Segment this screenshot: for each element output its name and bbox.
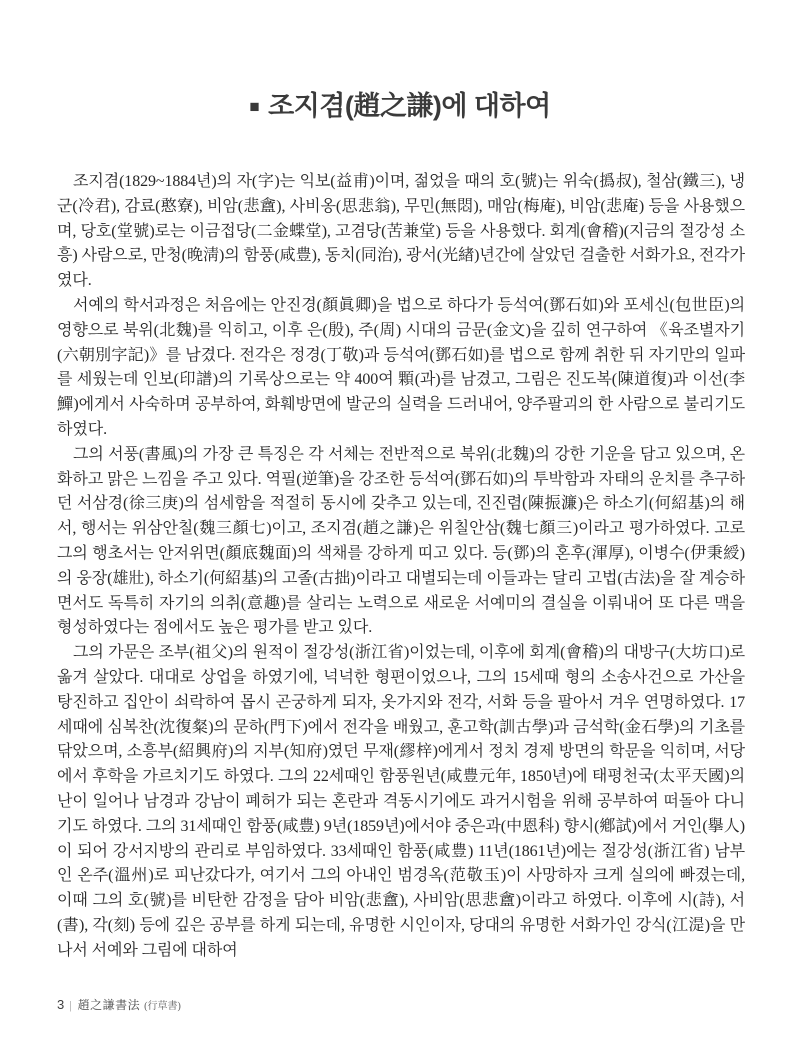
page-footer	[57, 997, 181, 1015]
article-body	[57, 170, 745, 964]
paragraph: 서예의 학서과정은 처음에는 안진경(顏眞卿)을 법으로 하다가 등석여(鄧石如)와 포세신(包世臣)의 영향으로 북위(北魏)를 익히고, 이후 은(殷), 주(周) 시대의 금문(金文)을 깊히 연구하여 《육조별자기(六朝別字記)》를 남겼다. 전각은 정경(丁敬)과 등석여(鄧石如)를 법으로 함께 취한 뒤 자기만의 일파를 세웠는데 인보(印譜)의 기록상으로는 약 400여 顆(과)를 남겼고, 그림은 진도복(陳道復)과 이선(李鱓)에게서 사숙하며 공부하여, 화훼방면에 발군의 실력을 드러내어, 양주팔괴의 한 사람으로 불리기도 하였다.	[57, 296, 745, 438]
square-bullet-icon: ■	[249, 97, 260, 116]
paragraph: 조지겸(1829~1884년)의 자(字)는 익보(益甫)이며, 젊었을 때의 호(號)는 위숙(撝叔), 철삼(鐵三), 냉군(冷君), 감료(憨寮), 비암(悲盦), 사비옹(思悲翁), 무민(無悶), 매암(梅庵), 비암(悲庵) 등을 사용했으며, 당호(堂號)로는 이금접당(二金蝶堂), 고겸당(苦兼堂) 등을 사용했다. 회계(會稽)(지금의 절강성 소흥) 사람으로, 만청(晚淸)의 함풍(咸豊), 동치(同治), 광서(光緖)년간에 살았던 걸출한 서화가요, 전각가였다.	[57, 173, 745, 290]
page-title	[0, 90, 800, 123]
page-title-text: 조지겸(趙之謙)에 대하여	[268, 91, 551, 121]
footer-volume-label: (行草書)	[144, 1001, 181, 1012]
footer-book-title: 趙之謙書法	[77, 998, 141, 1012]
footer-page-number: 3	[57, 997, 65, 1012]
paragraph: 그의 가문은 조부(祖父)의 원적이 절강성(浙江省)이었는데, 이후에 회계(會稽)의 대방구(大坊口)로 옮겨 살았다. 대대로 상업을 하였기에, 넉넉한 형편이었으나, 그의 15세때 형의 소송사건으로 가산을 탕진하고 집안이 쇠락하여 몹시 곤궁하게 되자, 옷가지와 전각, 서화 등을 팔아서 겨우 연명하였다. 17세때에 심복찬(沈復粲)의 문하(門下)에서 전각을 배웠고, 훈고학(訓古學)과 금석학(金石學)의 기초를 닦았으며, 소흥부(紹興府)의 지부(知府)였던 무재(繆梓)에게서 정치 경제 방면의 학문을 익히며, 서당에서 후학을 가르치기도 하였다. 그의 22세때인 함풍원년(咸豊元年, 1850년)에 태평천국(太平天國)의 난이 일어나 남경과 강남이 폐허가 되는 혼란과 격동시기에도 과거시험을 위해 공부하여 떠돌아 다니기도 하였다. 그의 31세때인 함풍(咸豊) 9년(1859년)에서야 중은과(中恩科) 향시(鄕試)에서 거인(擧人)이 되어 강서지방의 관리로 부임하였다. 33세때인 함풍(咸豊) 11년(1861년)에는 절강성(浙江省) 남부인 온주(溫州)로 피난갔다가, 여기서 그의 아내인 범경옥(范敬玉)이 사망하자 크게 실의에 빠졌는데, 이때 그의 호(號)를 비탄한 감정을 담아 비암(悲盦), 사비암(思悲盦)이라고 하였다. 이후에 시(詩), 서(書), 각(刻) 등에 깊은 공부를 하게 되는데, 유명한 시인이자, 당대의 유명한 서화가인 강식(江湜)을 만나서 서예와 그림에 대하여	[57, 644, 745, 959]
paragraph: 그의 서풍(書風)의 가장 큰 특징은 각 서체는 전반적으로 북위(北魏)의 강한 기운을 담고 있으며, 온화하고 맑은 느낌을 주고 있다. 역필(逆筆)을 강조한 등석여(鄧石如)의 투박함과 자태의 운치를 추구하던 서삼경(徐三庚)의 섬세함을 적절히 동시에 갖추고 있는데, 진진렴(陳振濂)은 하소기(何紹基)의 해서, 행서는 위삼안칠(魏三顏七)이고, 조지겸(趙之謙)은 위칠안삼(魏七顏三)이라고 평가하였다. 고로 그의 행초서는 안저위면(顏底魏面)의 색채를 강하게 띠고 있다. 등(鄧)의 혼후(渾厚), 이병수(伊秉綬)의 웅장(雄壯), 하소기(何紹基)의 고졸(古拙)이라고 대별되는데 이들과는 달리 고법(古法)을 잘 계승하면서도 독특히 자기의 의취(意趣)를 살리는 노력으로 새로운 서예미의 결실을 이뤄내어 또 다른 맥을 형성하였다는 점에서도 높은 평가를 받고 있다.	[57, 445, 745, 637]
footer-separator: |	[69, 998, 72, 1012]
